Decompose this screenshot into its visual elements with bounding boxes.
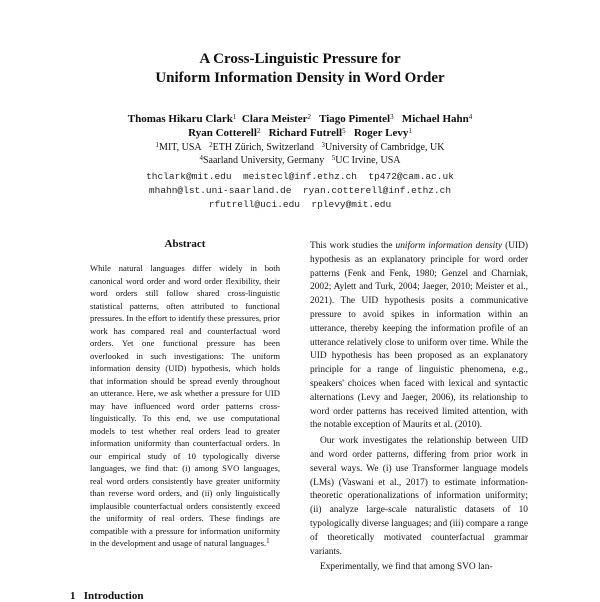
email-line-1: thclark@mit.edu meistecl@inf.ethz.ch tp472@cam.ac.uk (146, 171, 454, 182)
footnote-marker: 1 (266, 537, 270, 545)
paper-title (0, 50, 600, 88)
author-emails (0, 170, 600, 212)
author-name: Ryan Cotterell (188, 127, 257, 139)
author-line-2: Ryan Cotterell$^2$ Richard Futrell$^5$ Roger Levy$^1$ (188, 127, 412, 139)
author-name: Michael Hahn (401, 113, 469, 125)
section-number: 1 (70, 590, 76, 602)
intro-paragraph-2: Our work investigates the relationship between UID and word order patterns, differing from prior work in several ways. We (i) use Transformer language models (LMs) (Vaswani et al., 2017) to estimate information-theoretic operationalizations of information uniformity; (ii) analyze large-scale naturalistic datasets of 10 typologically diverse languages; and (iii) compare a range of theoretically motivated counterfactual grammar variants. (310, 436, 528, 557)
affiliation-line-2: $^4$Saarland University, Germany $^5$UC Irvine, USA (199, 154, 401, 166)
introduction-body (310, 240, 528, 575)
author-name: Roger Levy (353, 127, 409, 139)
author-name: Richard Futrell (268, 127, 343, 139)
abstract-text: While natural languages differ widely in both canonical word order and word order flexibility, their word orders still follow shared cross-linguistic statistical patterns, often attributed to functional pressures. In the effort to identify these pressures, prior work has compared real and counterfactual word orders. Yet one functional pressure has been overlooked in such investigations: The uniform information density (UID) hypothesis, which holds that information should be spread evenly throughout an utterance. Here, we ask whether a pressure for UID may have influenced word order patterns cross-linguistically. To this end, we use computational models to test whether real orders lead to greater information uniformity than counterfactual orders. In our empirical study of 10 typologically diverse languages, we find that: (i) among SVO languages, real word orders consistently have greater uniformity than reverse word orders, and (ii) only linguistically implausible counterfactual orders consistently exceed the uniformity of real orders. These findings are compatible with a pressure for information uniformity in the development and usage of natural languages. (90, 263, 280, 548)
author-name: Tiago Pimentel (319, 113, 391, 125)
intro-paragraph-3: Experimentally, we find that among SVO lan- (320, 562, 493, 573)
abstract-heading: Abstract (164, 238, 206, 250)
author-line-1: Thomas Hikaru Clark$^1$ Clara Meister$^2$ Tiago Pimentel$^3$ Michael Hahn$^4$ (127, 113, 473, 125)
email-line-2: mhahn@lst.uni-saarland.de ryan.cotterell@inf.ethz.ch (148, 185, 452, 196)
title-line-2: Uniform Information Density in Word Order (155, 70, 445, 86)
intro-paragraph-1: This work studies the uniform information density (UID) hypothesis as an explanatory principle for word order patterns (Fenk and Fenk, 1980; Genzel and Charniak, 2002; Aylett and Turk, 2004; Jaeger, 2010; Meister et al., 2021). The UID hypothesis posits a communicative pressure to avoid spikes in information within an utterance, thereby keeping the information profile of an utterance relatively close to uniform over time. While the UID hypothesis has been proposed as an explanatory principle for a range of linguistic phenomena, e.g., speakers' choices when faced with lexical and syntactic alternations (Levy and Jaeger, 2006), its relationship to word order patterns has received limited attention, with the notable exception of Maurits et al. (2010). (310, 241, 528, 431)
author-name: Thomas Hikaru Clark (127, 113, 233, 125)
author-name: Clara Meister (241, 113, 308, 125)
section-heading (70, 590, 143, 602)
affiliations (0, 141, 600, 167)
affiliation-line-1: $^1$MIT, USA $^2$ETH Zürich, Switzerland $^3$University of Cambridge, UK (155, 141, 445, 153)
email-line-3: rfutrell@uci.edu rplevy@mit.edu (208, 199, 392, 210)
title-line-1: A Cross-Linguistic Pressure for (199, 51, 401, 67)
section-title: Introduction (83, 590, 144, 602)
author-list (0, 112, 600, 140)
abstract-body (90, 262, 280, 550)
